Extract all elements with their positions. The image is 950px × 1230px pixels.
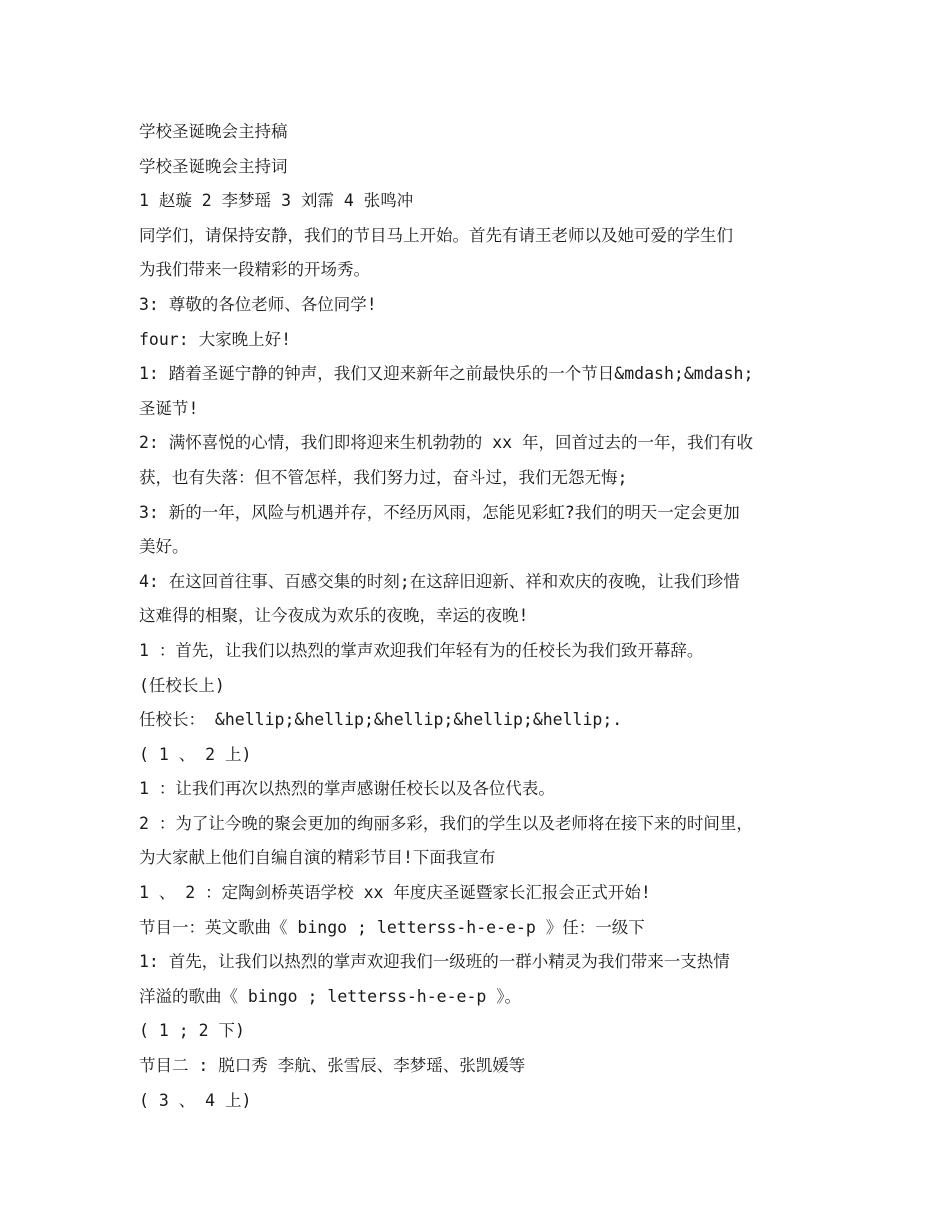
text-line: 这难得的相聚，让今夜成为欢乐的夜晚，幸运的夜晚! [139, 606, 529, 626]
document-body [139, 115, 829, 1118]
text-line: 1 、 2 ：定陶剑桥英语学校 xx 年度庆圣诞暨家长汇报会正式开始! [139, 883, 651, 903]
text-line: 同学们，请保持安静，我们的节目马上开始。首先有请王老师以及她可爱的学生们 [139, 225, 733, 245]
stage-direction: (任校长上) [139, 675, 225, 695]
text-line: 1: 踏着圣诞宁静的钟声，我们又迎来新年之前最快乐的一个节日&mdash;&mdash; [139, 364, 754, 384]
text-line: 4: 在这回首往事、百感交集的时刻;在这辞旧迎新、祥和欢庆的夜晚，让我们珍惜 [139, 571, 740, 591]
text-line: 1 ：让我们再次以热烈的掌声感谢任校长以及各位代表。 [139, 779, 555, 799]
stage-direction: ( 3 、 4 上) [139, 1090, 252, 1110]
text-line: 1: 首先，让我们以热烈的掌声欢迎我们一级班的一群小精灵为我们带来一支热情 [139, 952, 730, 972]
stage-direction: ( 1 、 2 上) [139, 744, 252, 764]
document-title: 学校圣诞晚会主持稿 [139, 122, 288, 141]
text-line: four: 大家晚上好! [139, 329, 292, 349]
text-line: 2 ：为了让今晚的聚会更加的绚丽多彩，我们的学生以及老师将在接下来的时间里， [139, 813, 753, 833]
text-line: 为大家献上他们自编自演的精彩节目!下面我宣布 [139, 848, 496, 868]
program-heading: 节目二 : 脱口秀 李航、张雪辰、李梦瑶、张凯媛等 [139, 1056, 526, 1076]
text-line: 洋溢的歌曲《 bingo ; letterss-h-e-e-p 》。 [139, 986, 522, 1006]
host-list: 1 赵璇 2 李梦瑶 3 刘霈 4 张鸣冲 [139, 191, 414, 211]
text-line: 2: 满怀喜悦的心情，我们即将迎来生机勃勃的 xx 年，回首过去的一年，我们有收 [139, 433, 754, 453]
document-subtitle: 学校圣诞晚会主持词 [139, 156, 288, 176]
text-line: 1 ：首先，让我们以热烈的掌声欢迎我们年轻有为的任校长为我们致开幕辞。 [139, 640, 704, 660]
text-line: 圣诞节! [139, 398, 199, 418]
text-line: 获，也有失落：但不管怎样，我们努力过，奋斗过，我们无怨无悔; [139, 467, 628, 487]
text-line: 3: 尊敬的各位老师、各位同学! [139, 294, 377, 314]
stage-direction: ( 1 ; 2 下) [139, 1021, 245, 1041]
text-line: 为我们带来一段精彩的开场秀。 [139, 260, 370, 280]
text-line: 3: 新的一年，风险与机遇并存，不经历风雨，怎能见彩虹?我们的明天一定会更加 [139, 502, 740, 522]
text-line: 任校长： &hellip;&hellip;&hellip;&hellip;&hellip;. [139, 710, 623, 730]
text-line: 美好。 [139, 537, 189, 557]
program-heading: 节目一：英文歌曲《 bingo ; letterss-h-e-e-p 》任：一级下 [139, 917, 645, 937]
